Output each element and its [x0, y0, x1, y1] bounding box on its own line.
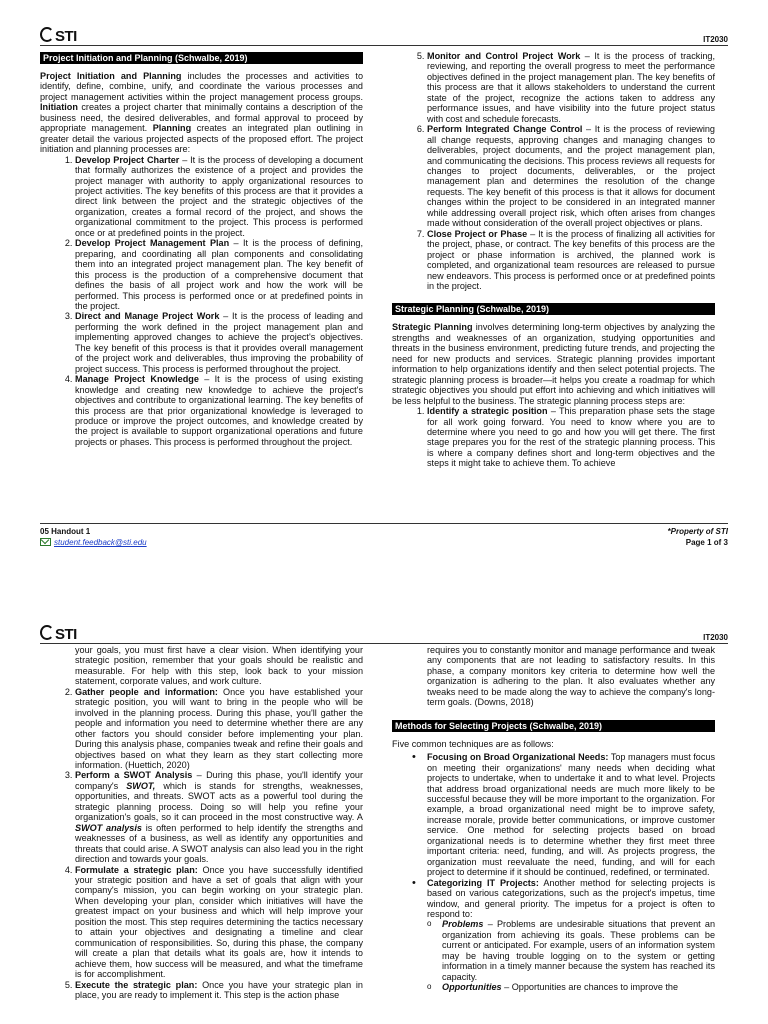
course-code: IT2030 — [703, 633, 728, 642]
header-rule — [40, 45, 728, 46]
section-heading: Strategic Planning (Schwalbe, 2019) — [392, 303, 715, 315]
page2-right-column — [392, 645, 715, 993]
page-2 — [0, 600, 768, 1024]
sti-logo: STI — [40, 625, 77, 643]
methods-list — [392, 752, 715, 919]
paragraph: Five common techniques are as follows: — [392, 738, 554, 749]
list-item: 6. Perform Integrated Change Control – It is the process of reviewing all change requests, approving changes and managing changes to deliverables, project documents, and the project management plan, and communicating the decisions. This process reviews all requests for changes to project documents, deliverables, or the project management plan and determines the resolution of the change requests. The key benefit of this process is that it allows for document changes within the project to be considered in an integrated manner while addressing overall project risk, which often arises from changes made without consideration of the overall project objectives or plans. — [427, 124, 715, 229]
header-rule — [40, 643, 728, 644]
footer-rule — [40, 523, 728, 524]
page2-left-column — [40, 645, 363, 1000]
page1-left-column — [40, 51, 363, 447]
list-item: o Problems – Problems are undesirable situations that prevent an organization from achieving its goals. These problems can be current or anticipated. For example, users of an information system may be having trouble logging on to the system or getting information in a timely manner because the system has reached its capacity. — [442, 919, 715, 982]
sti-logo-icon — [40, 27, 54, 42]
list-item: 2. Gather people and information: Once you have established your strategic position, you will want to bring in the people who will be involved in the planning process. During this phase, you'll gather the people and information you need to determine whether there are any other factors you should consider before implementing your plan. During this analysis phase, companies tweak and refine their goals and objectives based on what they learn as they start collecting more information. (Huettich, 2020) — [75, 687, 363, 771]
list-item: 1. Develop Project Charter – It is the process of developing a document that formally authorizes the existence of a project and provides the project manager with authority to apply organizational resources to project activities. The key benefits of this process are that it provides a direct link between the project and the strategic objectives of the organization, creates a formal record of the project, and shows the organizational commitment to the project. This process is performed once or at predefined points in the project. — [75, 155, 363, 239]
process-list — [40, 155, 363, 448]
feedback-email — [40, 538, 147, 547]
course-code: IT2030 — [703, 35, 728, 44]
impetus-list — [392, 919, 715, 992]
list-item: 4. Manage Project Knowledge – It is the process of using existing knowledge and creating new knowledge to achieve the project's objectives and contribute to organizational learning. The key benefits of this process are that prior organizational knowledge is leveraged to produce or improve the project outcomes, and knowledge created by the project is available to support organizational operations and future projects or phases. This process is performed throughout the project. — [75, 374, 363, 447]
list-item: 1. Identify a strategic position – This preparation phase sets the stage for all work going forward. You need to know where you are to determine where you need to go and how you will get there. The first stage prepares you for the rest of the strategic planning process. This is where a company defines short and long-term objectives and the steps it might take to achieve them. To achieve — [427, 406, 715, 469]
list-item: 5. Execute the strategic plan: Once you have your strategic plan in place, you are ready to implement it. This step is the action phase — [75, 980, 363, 1001]
list-item: • Focusing on Broad Organizational Needs: Top managers must focus on meeting their organizations' many needs when deciding what projects to undertake, when to undertake it and to what level. Projects that address broad organizational needs are much more likely to be successful because they will be more important to the organization. For example, a broad organizational need might be to improve safety, increase morale, provide better communications, or improve customer service. One method for selecting projects based on broad organizational needs is to determine whether they first meet three important criteria: need, funding, and will. As projects progress, the organization must reevaluate the need, funding, and will for each project to determine if it should be continued, redefined, or terminated. — [427, 752, 715, 877]
page1-right-column — [392, 51, 715, 469]
paragraph: Strategic Planning involves determining long-term objectives by analyzing the strengths and weaknesses of an organization, studying opportunities and threats in the business environment, predicting future trends, and projecting the need for new products and services. Strategic planning provides important information to help organizations identify and then select potential projects. The strategic planning process is broader—it helps you create a roadmap for which strategic objectives you should put effort into achieving and which initiatives will be less helpful to the business. The strategic planning process steps are: — [392, 322, 715, 406]
paragraph: your goals, you must first have a clear vision. When identifying your strategic position, remember that your goals should be realistic and measurable. For help with this step, look back to your mission statement, corporate values, and work culture. — [75, 645, 363, 687]
property-label: *Property of STI — [667, 527, 728, 536]
list-item: o Opportunities – Opportunities are chances to improve the — [442, 982, 715, 992]
list-item: 4. Formulate a strategic plan: Once you have successfully identified your strategic position and have a set of goals that align with your company's mission, you can begin working on your strategic plan. When developing your plan, consider which initiatives will have the greatest impact on your business and which will help improve your position the most. This step requires determining the tactics necessary to attain your objectives and designating a timeline and clear communication of responsibilities. So, during this phase, the company will create a plan that details what its goals are, how it intends to achieve them, how success will be measured, and what the timeframe is for accomplishment. — [75, 865, 363, 980]
page-number: Page 1 of 3 — [685, 538, 728, 547]
section-heading: Methods for Selecting Projects (Schwalbe, 2019) — [392, 720, 715, 732]
list-item: 3. Perform a SWOT Analysis – During this phase, you'll identify your company's SWOT, which is stands for strengths, weaknesses, opportunities, and threats. SWOT acts as a powerful tool during the strategic planning process. Doing so will help you refine your organization's goals, so it can proceed in the most constructive way. A SWOT analysis is often performed to help identify the strengths and weaknesses of a business, as well as identify any opportunities and threats that could arise. A SWOT analysis can also lead you in the right direction and towards your goals. — [75, 770, 363, 864]
list-item: • Categorizing IT Projects: Another method for selecting projects is based on various categorizations, such as the project's impetus, time window, and general priority. The impetus for a project is often to respond to: — [427, 878, 715, 920]
email-link[interactable]: student.feedback@sti.edu — [54, 538, 147, 547]
section-heading: Project Initiation and Planning (Schwalbe, 2019) — [40, 52, 363, 64]
list-item: 5. Monitor and Control Project Work – It is the process of tracking, reviewing, and reporting the overall progress to meet the performance objectives defined in the project management plan. The key benefits of this process are that it allows stakeholders to understand the current state of the project, recognize the actions taken to address any performance issues, and have visibility into the future project status with cost and schedule forecasts. — [427, 51, 715, 124]
mail-icon — [40, 538, 51, 546]
paragraph: requires you to constantly monitor and manage performance and tweak any components that are not leading to satisfactory results. In this phase, a company monitors key criteria to determine how well the organization is adhering to the plan. It also evaluates whether any tweaks need to be made along the way to achieve the company's long-term goals. (Downs, 2018) — [427, 645, 715, 708]
process-list-continued — [392, 51, 715, 291]
steps-list — [392, 406, 715, 469]
sti-logo-icon — [40, 625, 54, 640]
steps-list-continued — [40, 687, 363, 1001]
paragraph: Project Initiation and Planning includes the processes and activities to identify, define, combine, unify, and coordinate the various processes and project management activities within the project management process groups. Initiation creates a project charter that minimally contains a description of the business need, the desired deliverables, and formal approval to proceed by appropriate management. Planning creates an integrated plan outlining in greater detail the various projected aspects of the proposed effort. The project initiation and planning processes are: — [40, 71, 363, 155]
list-item: 3. Direct and Manage Project Work – It is the process of leading and performing the work defined in the project management plan and implementing approved changes to achieve the project's objectives. The key benefit of this process is that it provides overall management of the project work and deliverables, thus improving the probability of project success. This process is performed throughout the project. — [75, 311, 363, 374]
handout-label: 05 Handout 1 — [40, 527, 91, 536]
list-item: 7. Close Project or Phase – It is the process of finalizing all activities for the project, phase, or contract. The key benefits of this process are the project or phase information is archived, the planned work is completed, and organizational team resources are released to pursue new endeavors. This process is performed once or at predefined points in the project. — [427, 229, 715, 292]
sti-logo: STI — [40, 27, 77, 45]
list-item: 2. Develop Project Management Plan – It is the process of defining, preparing, and coordinating all plan components and consolidating them into an integrated project management plan. The key benefit of this process is the production of a comprehensive document that defines the basis of all project work and how the work will be performed. This process is performed once or at predefined points in the project. — [75, 238, 363, 311]
